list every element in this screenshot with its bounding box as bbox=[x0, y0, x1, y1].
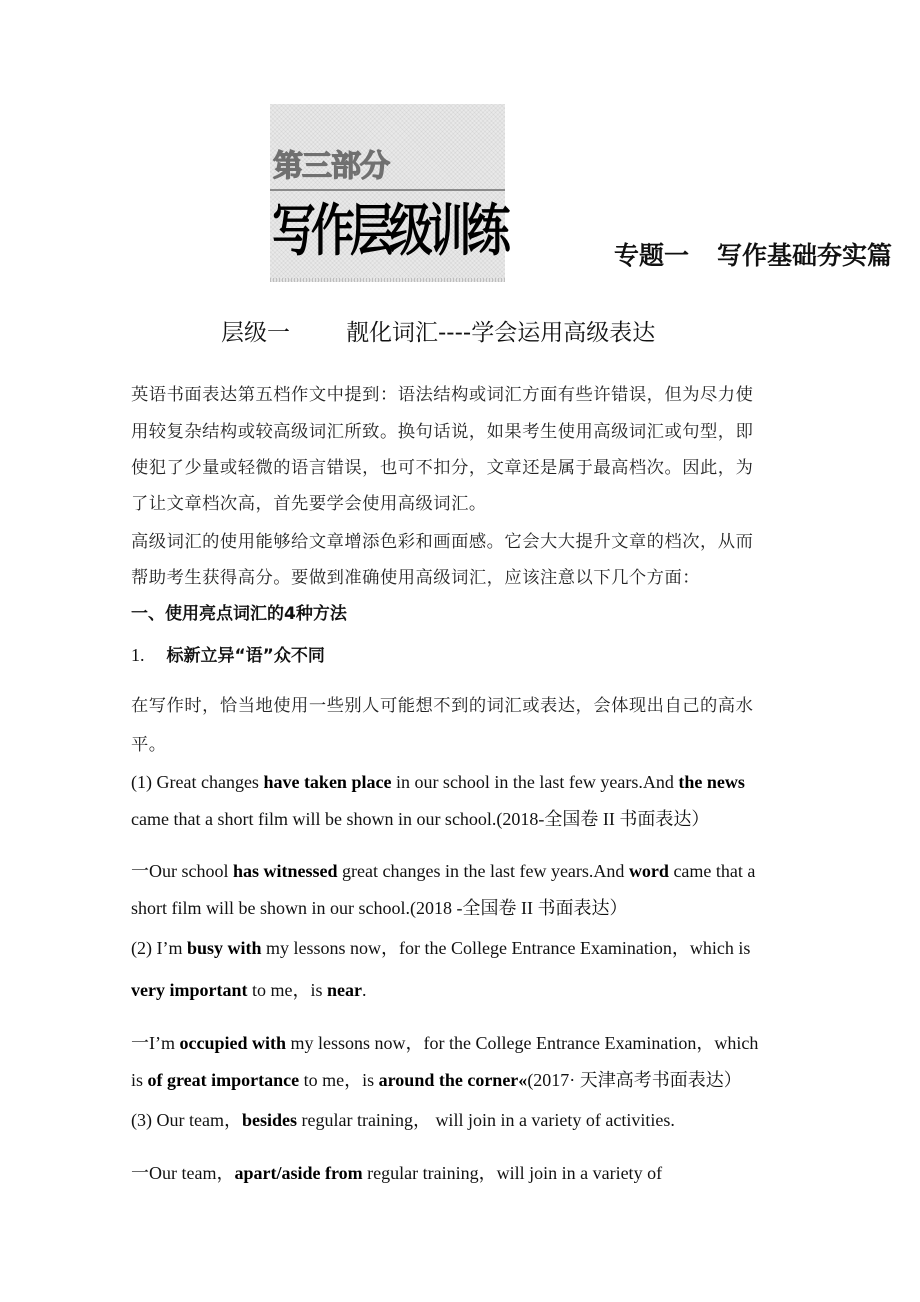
intro-p1-line: 了让文章档次高，首先要学会使用高级词汇。 bbox=[131, 494, 487, 514]
intro-p1-line: 英语书面表达第五档作文中提到：语法结构或词汇方面有些许错误，但为尽力使 bbox=[131, 385, 754, 405]
example-2-improved-line-1: 一I’m occupied with my lessons now，for the College Entrance Examination，which bbox=[131, 1033, 759, 1053]
intro-p2-line: 高级词汇的使用能够给文章增添色彩和画面感。它会大大提升文章的档次，从而 bbox=[131, 532, 754, 552]
highlight-phrase: busy with bbox=[186, 938, 262, 958]
example-3-original-line-1: (3) Our team，besides regular training， will join in a variety of activities. bbox=[131, 1110, 675, 1130]
highlight-phrase: around the corner« bbox=[378, 1070, 528, 1090]
level-heading bbox=[221, 314, 655, 347]
highlight-phrase: have taken place bbox=[263, 772, 392, 792]
example-1-improved-line-1: 一Our school has witnessed great changes in the last few years.And word came that a bbox=[131, 861, 756, 881]
highlight-phrase: has witnessed bbox=[233, 861, 338, 881]
example-3-improved-line-1: 一Our team，apart/aside from regular training，will join in a variety of bbox=[131, 1163, 663, 1183]
banner-title: 写作层级训练 bbox=[272, 198, 506, 264]
example-2-original-line-1: (2) I’m busy with my lessons now，for the College Entrance Examination，which is bbox=[131, 938, 751, 958]
section-desc-line: 在写作时，恰当地使用一些别人可能想不到的词汇或表达，会体现出自己的高水 bbox=[131, 696, 754, 716]
example-1-original-line-1: (1) Great changes have taken place in our school in the last few years.And the news bbox=[131, 772, 745, 792]
intro-p2-line: 帮助考生获得高分。要做到准确使用高级词汇，应该注意以下几个方面： bbox=[131, 568, 701, 588]
part-banner-image bbox=[270, 104, 505, 282]
section-desc-line: 平。 bbox=[131, 735, 167, 755]
intro-p1-line: 用较复杂结构或较高级词汇所致。换句话说，如果考生使用高级词汇或句型，即 bbox=[131, 422, 754, 442]
banner-dotted-edge bbox=[270, 278, 505, 282]
highlight-phrase: very important bbox=[131, 980, 248, 1000]
example-1-improved-line-2: short film will be shown in our school.(2018 -全国卷 II 书面表达） bbox=[131, 898, 628, 918]
example-2-original-line-2: very important to me，is near. bbox=[131, 980, 367, 1000]
highlight-phrase: besides bbox=[241, 1110, 297, 1130]
highlight-phrase: the news bbox=[678, 772, 745, 792]
section-heading: 一、使用亮点词汇的4种方法 bbox=[131, 604, 347, 624]
example-2-improved-line-2: is of great importance to me，is around the corner«(2017· 天津高考书面表达） bbox=[131, 1070, 742, 1090]
level-label: 层级一 bbox=[221, 320, 290, 346]
topic-heading bbox=[614, 236, 892, 272]
numbered-item bbox=[131, 643, 325, 668]
level-title-text: 靓化词汇----学会运用高级表达 bbox=[346, 320, 656, 346]
item-title: 标新立异“语”众不同 bbox=[166, 646, 325, 666]
highlight-phrase: apart/aside from bbox=[234, 1163, 363, 1183]
example-1-original-line-2: came that a short film will be shown in our school.(2018-全国卷 II 书面表达） bbox=[131, 809, 710, 829]
highlight-phrase: occupied with bbox=[179, 1033, 287, 1053]
banner-divider bbox=[270, 189, 505, 191]
item-number: 1. bbox=[131, 645, 145, 665]
highlight-phrase: near bbox=[326, 980, 362, 1000]
highlight-phrase: of great importance bbox=[147, 1070, 300, 1090]
banner-part-label: 第三部分 bbox=[273, 149, 389, 184]
highlight-phrase: word bbox=[628, 861, 669, 881]
topic-label: 专题一 bbox=[614, 241, 690, 270]
topic-title: 写作基础夯实篇 bbox=[717, 241, 893, 270]
intro-p1-line: 使犯了少量或轻微的语言错误，也可不扣分，文章还是属于最高档次。因此，为 bbox=[131, 458, 754, 478]
